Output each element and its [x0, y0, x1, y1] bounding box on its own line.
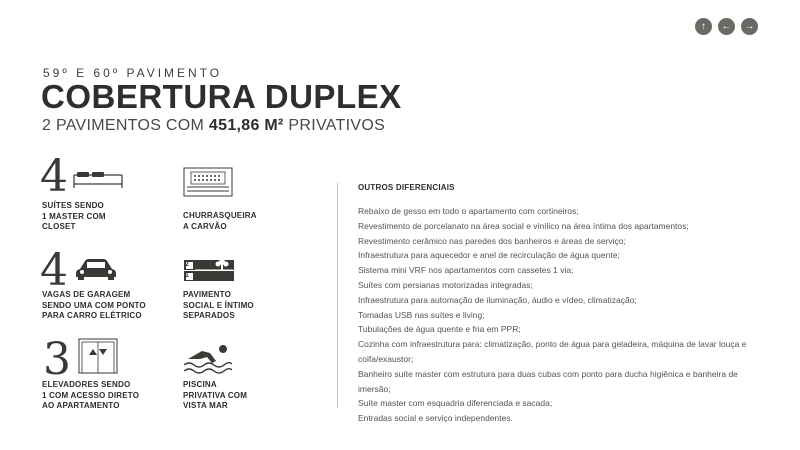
subtitle-area: 451,86 M²	[208, 117, 284, 134]
outros-list	[358, 204, 768, 426]
previous-button[interactable]	[718, 18, 735, 35]
floor-eyebrow: 59º E 60º PAVIMENTO	[43, 66, 223, 80]
suites-label: SUÍTES SENDO 1 MASTER COM CLOSET	[42, 201, 106, 231]
outros-title: OUTROS DIFERENCIAIS	[358, 183, 455, 192]
next-button[interactable]	[741, 18, 758, 35]
subtitle-prefix: 2 PAVIMENTOS COM	[42, 117, 205, 134]
arrow-left-icon: ←	[721, 20, 732, 32]
swimmer-icon	[182, 341, 232, 375]
bbq-label: CHURRASQUEIRA A CARVÃO	[183, 211, 257, 231]
list-item: Banheiro suíte master com estrutura para duas cubas com ponto para ducha higiênica e banheira de imersão;	[358, 368, 738, 394]
list-item: Cozinha com infraestrutura para: climatização, ponto de água para geladeira, máquina de lavar louça e coifa/exaustor;	[358, 339, 747, 364]
list-item: Revestimento cerâmico nas paredes dos banheiros e áreas de serviço;	[358, 235, 626, 246]
list-item: Entradas social e serviço independentes.	[358, 413, 513, 424]
list-item: Revestimento de porcelanato na área social e vinílico na área íntima dos apartamentos;	[358, 220, 689, 231]
floors-label: PAVIMENTO SOCIAL E ÍNTIMO SEPARADOS	[183, 290, 254, 320]
up-arrow-button[interactable]	[695, 18, 712, 35]
list-item: Tomadas USB nas suítes e living;	[358, 309, 485, 320]
arrow-right-icon: →	[744, 20, 755, 32]
list-item: Suítes com persianas motorizadas integradas;	[358, 279, 533, 290]
list-item: Rebaixo de gesso em todo o apartamento com cortineiros;	[358, 206, 579, 216]
list-item: Infraestrutura para aquecedor e anel de recirculação de água quente;	[358, 250, 620, 261]
floors-icon	[183, 256, 235, 282]
pool-label: PISCINA PRIVATIVA COM VISTA MAR	[183, 380, 248, 410]
garage-label: VAGAS DE GARAGEM SENDO UMA COM PONTO PARA CARRO ELÉTRICO	[42, 290, 146, 320]
garage-count: 4	[40, 245, 68, 296]
page-title: COBERTURA DUPLEX	[41, 78, 402, 115]
section-divider	[337, 183, 338, 408]
elevator-icon	[78, 338, 118, 374]
subtitle-suffix: PRIVATIVOS	[288, 117, 386, 134]
car-icon	[74, 257, 118, 281]
barbecue-grill-icon	[183, 167, 233, 197]
page-subtitle	[42, 117, 385, 135]
list-item: Infraestrutura para automação de iluminação, áudio e vídeo, climatização;	[358, 294, 637, 305]
list-item: Suíte master com esquadria diferenciada e sacada;	[358, 398, 553, 409]
elevators-label: ELEVADORES SENDO 1 COM ACESSO DIRETO AO APARTAMENTO	[42, 380, 140, 410]
arrow-up-icon: ↑	[701, 20, 706, 32]
suites-count: 4	[40, 151, 68, 202]
bed-icon	[72, 170, 124, 190]
slide-navigation	[695, 18, 758, 35]
list-item: Sistema mini VRF nos apartamentos com cassetes 1 via;	[358, 265, 574, 276]
lower-floor-number: 1	[185, 272, 189, 279]
upper-floor-number: 2	[185, 261, 189, 268]
list-item: Tubulações de água quente e fria em PPR;	[358, 324, 521, 335]
elevators-count: 3	[43, 334, 71, 385]
